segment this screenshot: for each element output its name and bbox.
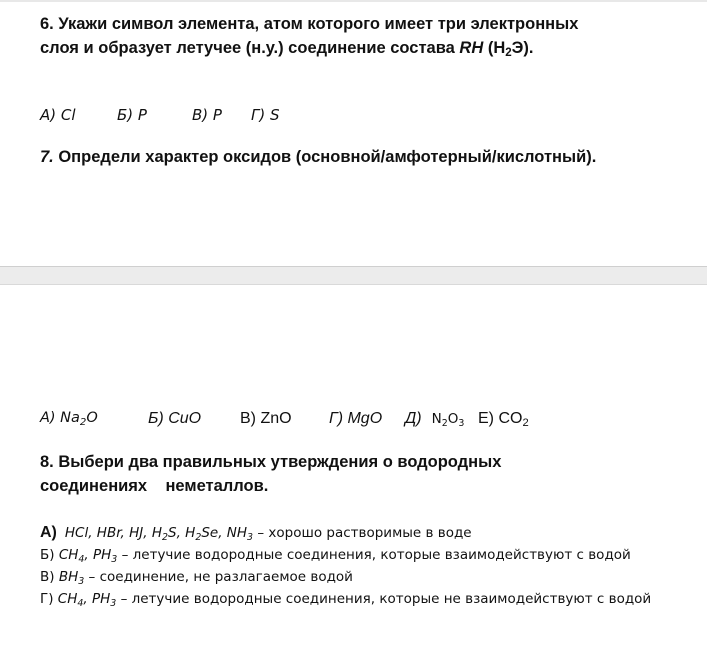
oxide-option-e[interactable]: Е) $CO_2$ — [478, 410, 529, 429]
oxide-option-v[interactable]: В) ZnO — [240, 410, 292, 427]
question-7-title: 7. Определи характер оксидов (основной/амфотерный/кислотный). — [40, 148, 597, 166]
page-break-band — [0, 266, 707, 285]
statement-b[interactable]: Б) $CH_4$, $PH_3$ – летучие водородные соединения, которые взаимодействуют с водой — [40, 547, 631, 565]
option-v[interactable]: В) P — [192, 106, 222, 124]
statement-a[interactable]: А) HCl, HBr, HJ, $H_2S$, $H_2Se$, $NH_3$ – хорошо растворимые в воде — [40, 524, 472, 543]
question-8-line-1: 8. Выбери два правильных утверждения о водородных — [40, 453, 502, 471]
option-g[interactable]: Г) S — [251, 106, 280, 124]
option-a[interactable]: А) Cl — [40, 106, 76, 124]
oxide-option-g[interactable]: Г) MgO — [329, 410, 383, 427]
oxide-option-b[interactable]: Б) CuO — [148, 410, 202, 427]
question-8-line-2: соединениях неметаллов. — [40, 477, 269, 495]
question-6-title — [40, 12, 680, 60]
statement-v[interactable]: В) $BH_3$ – соединение, не разлагаемое водой — [40, 569, 353, 587]
oxide-option-a[interactable]: А) $Na_2O$ — [40, 410, 98, 428]
question-8-statements — [40, 522, 700, 610]
question-6-line-1: 6. Укажи символ элемента, атом которого имеет три электронных — [40, 15, 579, 33]
statement-g[interactable]: Г) $CH_4$, $PH_3$ – летучие водородные соединения, которые не взаимодействуют с водой — [40, 591, 652, 609]
question-8-title — [40, 450, 600, 498]
oxide-option-d[interactable]: Д) $N_2O_3$ — [405, 410, 465, 429]
question-7-options — [40, 410, 700, 434]
question-6-line-2: слоя и образует летучее (н.у.) соединение состава RH $(H_2Э)$. — [40, 39, 534, 59]
option-b[interactable]: Б) P — [117, 106, 147, 124]
top-divider — [0, 0, 707, 2]
